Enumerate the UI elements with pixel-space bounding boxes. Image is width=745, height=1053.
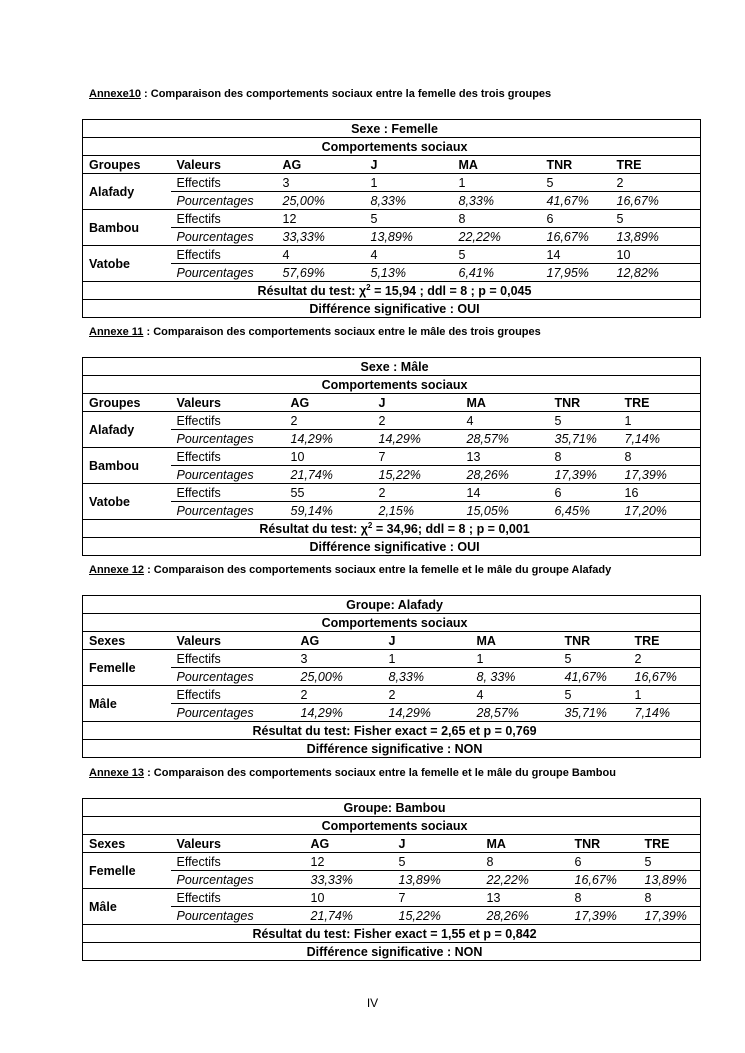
column-header: J	[383, 632, 471, 650]
pourcentage-cell: 28,26%	[481, 907, 569, 925]
table-row	[83, 246, 701, 264]
pourcentage-cell: 28,57%	[461, 430, 549, 448]
pourcentage-cell: 14,29%	[373, 430, 461, 448]
pourcentage-cell: 15,22%	[373, 466, 461, 484]
group-name: Vatobe	[83, 484, 171, 520]
column-header: Sexes	[83, 835, 171, 853]
table-row	[83, 412, 701, 430]
effectif-cell: 2	[373, 412, 461, 430]
effectif-cell: 1	[471, 650, 559, 668]
pourcentage-cell: 16,67%	[569, 871, 639, 889]
table-row	[83, 704, 701, 722]
effectif-cell: 4	[461, 412, 549, 430]
annex-description: : Comparaison des comportements sociaux entre la femelle et le mâle du groupe Bambou	[144, 767, 616, 779]
test-result-values: = 34,96; ddl = 8 ; p = 0,001	[372, 521, 530, 536]
effectif-cell: 8	[619, 448, 701, 466]
table-row	[83, 210, 701, 228]
table-header-row	[83, 394, 701, 412]
annex-description: : Comparaison des comportements sociaux entre le mâle des trois groupes	[143, 326, 541, 338]
table-row	[83, 174, 701, 192]
column-header: TRE	[611, 156, 701, 174]
effectif-cell: 12	[277, 210, 365, 228]
pourcentage-cell: 14,29%	[285, 430, 373, 448]
row-label-pourcentages: Pourcentages	[171, 192, 277, 210]
test-result-row	[83, 722, 701, 740]
effectif-cell: 1	[453, 174, 541, 192]
effectif-cell: 5	[453, 246, 541, 264]
table-row	[83, 650, 701, 668]
test-result	[83, 282, 701, 300]
difference-result: Différence significative : NON	[83, 943, 701, 961]
test-result-row	[83, 282, 701, 300]
pourcentage-cell: 14,29%	[295, 704, 383, 722]
pourcentage-cell: 21,74%	[305, 907, 393, 925]
effectif-cell: 4	[471, 686, 559, 704]
table-row	[83, 889, 701, 907]
group-name: Bambou	[83, 210, 171, 246]
row-label-pourcentages: Pourcentages	[171, 907, 305, 925]
effectif-cell: 2	[295, 686, 383, 704]
row-label-pourcentages: Pourcentages	[171, 430, 285, 448]
effectif-cell: 14	[461, 484, 549, 502]
pourcentage-cell: 17,20%	[619, 502, 701, 520]
effectif-cell: 7	[373, 448, 461, 466]
column-header: J	[373, 394, 461, 412]
table-heading-row	[83, 358, 701, 376]
table-heading-row	[83, 120, 701, 138]
pourcentage-cell: 35,71%	[559, 704, 629, 722]
group-name: Alafady	[83, 412, 171, 448]
effectif-cell: 14	[541, 246, 611, 264]
test-result-text: Résultat du test: Fisher exact = 1,55 et p = 0,842	[252, 926, 537, 941]
pourcentage-cell: 25,00%	[277, 192, 365, 210]
effectif-cell: 10	[305, 889, 393, 907]
effectif-cell: 13	[461, 448, 549, 466]
test-result-text: Résultat du test: χ	[259, 521, 368, 536]
effectif-cell: 6	[549, 484, 619, 502]
pourcentage-cell: 17,95%	[541, 264, 611, 282]
effectif-cell: 3	[277, 174, 365, 192]
row-label-effectifs: Effectifs	[171, 484, 285, 502]
row-label-pourcentages: Pourcentages	[171, 264, 277, 282]
pourcentage-cell: 16,67%	[629, 668, 701, 686]
table-heading-row	[83, 799, 701, 817]
column-header: Valeurs	[171, 156, 277, 174]
effectif-cell: 2	[629, 650, 701, 668]
table-row	[83, 502, 701, 520]
column-header: TRE	[629, 632, 701, 650]
pourcentage-cell: 13,89%	[393, 871, 481, 889]
pourcentage-cell: 22,22%	[453, 228, 541, 246]
annex-table	[82, 798, 701, 961]
pourcentage-cell: 8, 33%	[471, 668, 559, 686]
column-header: J	[393, 835, 481, 853]
pourcentage-cell: 41,67%	[559, 668, 629, 686]
column-header: Groupes	[83, 156, 171, 174]
row-label-effectifs: Effectifs	[171, 889, 305, 907]
pourcentage-cell: 8,33%	[383, 668, 471, 686]
effectif-cell: 5	[541, 174, 611, 192]
column-header: TNR	[569, 835, 639, 853]
table-row	[83, 871, 701, 889]
effectif-cell: 10	[611, 246, 701, 264]
effectif-cell: 2	[373, 484, 461, 502]
pourcentage-cell: 33,33%	[305, 871, 393, 889]
table-row	[83, 448, 701, 466]
effectif-cell: 1	[619, 412, 701, 430]
row-label-pourcentages: Pourcentages	[171, 228, 277, 246]
table-row	[83, 853, 701, 871]
annex-description: : Comparaison des comportements sociaux entre la femelle des trois groupes	[140, 88, 552, 100]
row-label-effectifs: Effectifs	[171, 174, 277, 192]
annex-title	[89, 564, 611, 576]
effectif-cell: 5	[639, 853, 701, 871]
pourcentage-cell: 22,22%	[481, 871, 569, 889]
annex-label: Annexe 11	[89, 326, 144, 338]
row-label-effectifs: Effectifs	[171, 448, 285, 466]
effectif-cell: 7	[393, 889, 481, 907]
column-header: TNR	[541, 156, 611, 174]
column-header: Groupes	[83, 394, 171, 412]
effectif-cell: 1	[365, 174, 453, 192]
pourcentage-cell: 41,67%	[541, 192, 611, 210]
effectif-cell: 5	[559, 650, 629, 668]
pourcentage-cell: 35,71%	[549, 430, 619, 448]
pourcentage-cell: 17,39%	[569, 907, 639, 925]
column-header: TRE	[619, 394, 701, 412]
effectif-cell: 4	[277, 246, 365, 264]
row-label-pourcentages: Pourcentages	[171, 668, 295, 686]
column-header: J	[365, 156, 453, 174]
annex-label: Annexe10	[89, 88, 141, 100]
pourcentage-cell: 25,00%	[295, 668, 383, 686]
effectif-cell: 8	[453, 210, 541, 228]
pourcentage-cell: 16,67%	[541, 228, 611, 246]
effectif-cell: 8	[549, 448, 619, 466]
pourcentage-cell: 6,41%	[453, 264, 541, 282]
table-row	[83, 228, 701, 246]
annex-label: Annexe 12	[89, 564, 145, 576]
test-result	[83, 925, 701, 943]
row-label-pourcentages: Pourcentages	[171, 704, 295, 722]
pourcentage-cell: 57,69%	[277, 264, 365, 282]
column-header: MA	[471, 632, 559, 650]
effectif-cell: 1	[383, 650, 471, 668]
pourcentage-cell: 15,05%	[461, 502, 549, 520]
annex-description: : Comparaison des comportements sociaux entre la femelle et le mâle du groupe Alafady	[144, 564, 612, 576]
annex-title	[89, 326, 541, 338]
table-heading: Sexe : Femelle	[83, 120, 701, 138]
pourcentage-cell: 28,57%	[471, 704, 559, 722]
column-header: Valeurs	[171, 632, 295, 650]
table-subheading: Comportements sociaux	[83, 138, 701, 156]
group-name: Mâle	[83, 686, 171, 722]
table-row	[83, 686, 701, 704]
row-label-pourcentages: Pourcentages	[171, 871, 305, 889]
effectif-cell: 2	[383, 686, 471, 704]
group-name: Femelle	[83, 650, 171, 686]
row-label-effectifs: Effectifs	[171, 853, 305, 871]
pourcentage-cell: 33,33%	[277, 228, 365, 246]
pourcentage-cell: 8,33%	[453, 192, 541, 210]
table-subheading-row	[83, 138, 701, 156]
table-row	[83, 668, 701, 686]
effectif-cell: 8	[569, 889, 639, 907]
pourcentage-cell: 13,89%	[639, 871, 701, 889]
pourcentage-cell: 14,29%	[383, 704, 471, 722]
pourcentage-cell: 13,89%	[611, 228, 701, 246]
row-label-effectifs: Effectifs	[171, 686, 295, 704]
annex-title	[89, 88, 551, 100]
difference-result: Différence significative : NON	[83, 740, 701, 758]
table-subheading-row	[83, 376, 701, 394]
table-row	[83, 430, 701, 448]
test-result-row	[83, 925, 701, 943]
annex-table	[82, 357, 701, 556]
row-label-effectifs: Effectifs	[171, 412, 285, 430]
column-header: TNR	[559, 632, 629, 650]
row-label-effectifs: Effectifs	[171, 650, 295, 668]
column-header: Sexes	[83, 632, 171, 650]
pourcentage-cell: 7,14%	[619, 430, 701, 448]
table-subheading: Comportements sociaux	[83, 614, 701, 632]
column-header: TNR	[549, 394, 619, 412]
table-row	[83, 907, 701, 925]
column-header: Valeurs	[171, 835, 305, 853]
table-heading: Sexe : Mâle	[83, 358, 701, 376]
pourcentage-cell: 59,14%	[285, 502, 373, 520]
annex-table	[82, 119, 701, 318]
effectif-cell: 5	[365, 210, 453, 228]
test-result-text: Résultat du test: χ	[257, 283, 367, 298]
effectif-cell: 55	[285, 484, 373, 502]
effectif-cell: 4	[365, 246, 453, 264]
table-row	[83, 484, 701, 502]
annex-title	[89, 767, 616, 779]
group-name: Bambou	[83, 448, 171, 484]
pourcentage-cell: 17,39%	[619, 466, 701, 484]
annex-label: Annexe 13	[89, 767, 145, 779]
column-header: AG	[285, 394, 373, 412]
column-header: TRE	[639, 835, 701, 853]
pourcentage-cell: 5,13%	[365, 264, 453, 282]
group-name: Vatobe	[83, 246, 171, 282]
group-name: Femelle	[83, 853, 171, 889]
difference-row	[83, 300, 701, 318]
pourcentage-cell: 12,82%	[611, 264, 701, 282]
effectif-cell: 1	[629, 686, 701, 704]
pourcentage-cell: 8,33%	[365, 192, 453, 210]
table-heading-row	[83, 596, 701, 614]
row-label-pourcentages: Pourcentages	[171, 466, 285, 484]
effectif-cell: 16	[619, 484, 701, 502]
effectif-cell: 5	[611, 210, 701, 228]
page-number: IV	[366, 996, 379, 1010]
table-header-row	[83, 156, 701, 174]
effectif-cell: 12	[305, 853, 393, 871]
effectif-cell: 5	[393, 853, 481, 871]
effectif-cell: 8	[639, 889, 701, 907]
column-header: MA	[481, 835, 569, 853]
test-result-row	[83, 520, 701, 538]
effectif-cell: 6	[569, 853, 639, 871]
annex-table	[82, 595, 701, 758]
table-heading: Groupe: Alafady	[83, 596, 701, 614]
table-row	[83, 264, 701, 282]
effectif-cell: 5	[559, 686, 629, 704]
column-header: MA	[453, 156, 541, 174]
effectif-cell: 6	[541, 210, 611, 228]
effectif-cell: 8	[481, 853, 569, 871]
row-label-pourcentages: Pourcentages	[171, 502, 285, 520]
column-header: MA	[461, 394, 549, 412]
column-header: AG	[295, 632, 383, 650]
row-label-effectifs: Effectifs	[171, 210, 277, 228]
test-result-text: Résultat du test: Fisher exact = 2,65 et p = 0,769	[252, 723, 537, 738]
column-header: Valeurs	[171, 394, 285, 412]
effectif-cell: 3	[295, 650, 383, 668]
test-result	[83, 520, 701, 538]
test-result-values: = 15,94 ; ddl = 8 ; p = 0,045	[370, 283, 532, 298]
difference-row	[83, 943, 701, 961]
table-subheading-row	[83, 817, 701, 835]
group-name: Mâle	[83, 889, 171, 925]
test-result-superscript: 2	[367, 520, 373, 530]
test-result-superscript: 2	[366, 282, 371, 292]
pourcentage-cell: 21,74%	[285, 466, 373, 484]
pourcentage-cell: 17,39%	[639, 907, 701, 925]
difference-row	[83, 538, 701, 556]
pourcentage-cell: 13,89%	[365, 228, 453, 246]
table-subheading: Comportements sociaux	[83, 817, 701, 835]
table-subheading-row	[83, 614, 701, 632]
table-heading: Groupe: Bambou	[83, 799, 701, 817]
difference-result: Différence significative : OUI	[83, 538, 701, 556]
pourcentage-cell: 7,14%	[629, 704, 701, 722]
column-header: AG	[277, 156, 365, 174]
column-header: AG	[305, 835, 393, 853]
table-subheading: Comportements sociaux	[83, 376, 701, 394]
test-result	[83, 722, 701, 740]
effectif-cell: 5	[549, 412, 619, 430]
effectif-cell: 10	[285, 448, 373, 466]
difference-result: Différence significative : OUI	[83, 300, 701, 318]
effectif-cell: 2	[285, 412, 373, 430]
table-row	[83, 192, 701, 210]
table-row	[83, 466, 701, 484]
table-header-row	[83, 835, 701, 853]
pourcentage-cell: 2,15%	[373, 502, 461, 520]
effectif-cell: 13	[481, 889, 569, 907]
group-name: Alafady	[83, 174, 171, 210]
difference-row	[83, 740, 701, 758]
pourcentage-cell: 6,45%	[549, 502, 619, 520]
pourcentage-cell: 28,26%	[461, 466, 549, 484]
pourcentage-cell: 15,22%	[393, 907, 481, 925]
table-header-row	[83, 632, 701, 650]
pourcentage-cell: 16,67%	[611, 192, 701, 210]
row-label-effectifs: Effectifs	[171, 246, 277, 264]
effectif-cell: 2	[611, 174, 701, 192]
pourcentage-cell: 17,39%	[549, 466, 619, 484]
